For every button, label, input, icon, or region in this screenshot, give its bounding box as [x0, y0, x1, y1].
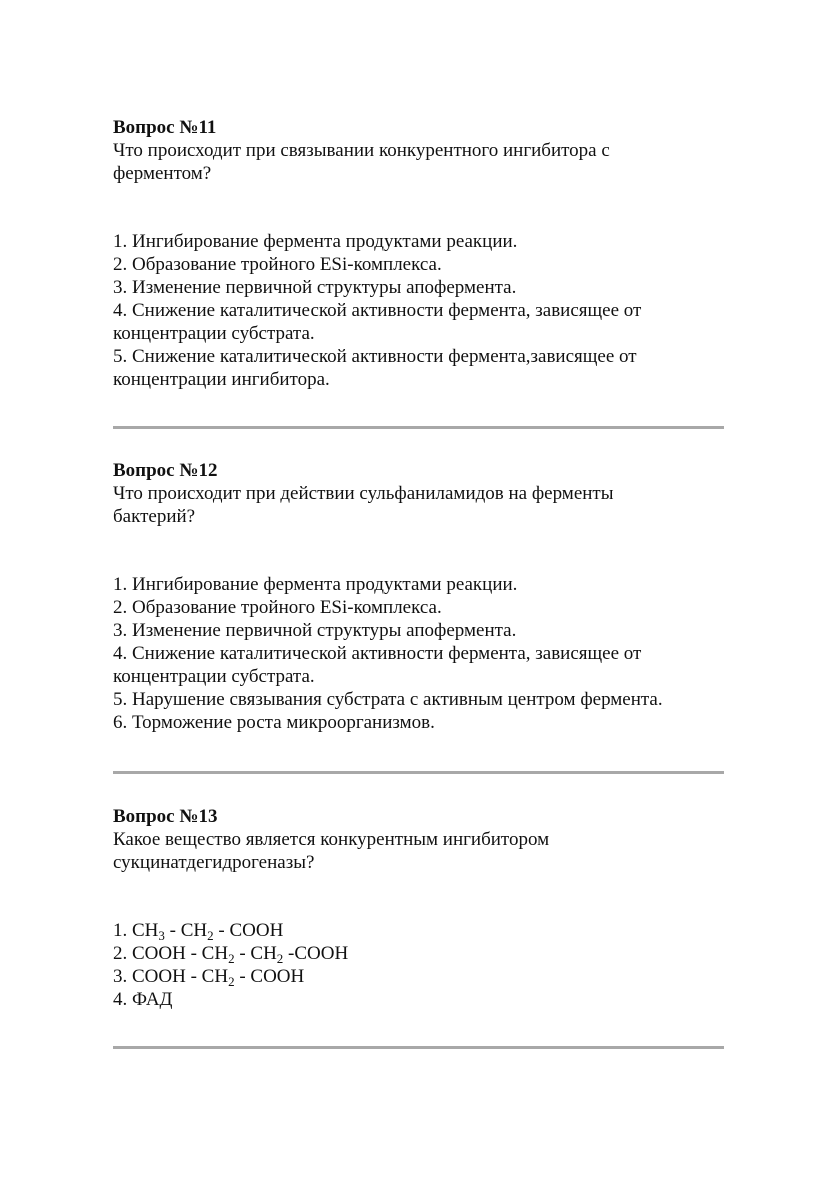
answer-options — [113, 230, 678, 391]
question-title: Вопрос №12 — [113, 460, 218, 481]
answer-option: 1. Ингибирование фермента продуктами реакции. — [113, 231, 518, 252]
formula-option: 1. $CH_3 - CH_2$ - COOH — [113, 920, 284, 943]
answer-option: 5. Снижение каталитической активности фермента,зависящее от концентрации ингибитора. — [113, 346, 637, 390]
question-text: Что происходит при связывании конкурентного ингибитора с ферментом? — [113, 140, 610, 184]
section-divider — [113, 426, 724, 429]
section-divider — [113, 771, 724, 774]
question-12 — [113, 459, 733, 734]
question-title: Вопрос №11 — [113, 117, 217, 138]
answer-option: 2. Образование тройного ESi-комплекса. — [113, 597, 442, 618]
answer-option: 3. Изменение первичной структуры апофермента. — [113, 277, 517, 298]
answer-option: 4. Снижение каталитической активности фермента, зависящее от концентрации субстрата. — [113, 300, 642, 344]
answer-options — [113, 573, 733, 734]
question-11 — [113, 116, 678, 391]
question-title: Вопрос №13 — [113, 806, 218, 827]
question-text: Что происходит при действии сульфаниламидов на ферменты бактерий? — [113, 483, 614, 527]
answer-options — [113, 919, 593, 1011]
section-divider — [113, 1046, 724, 1049]
formula-option: 3. COOH - $CH_2$ - COOH — [113, 966, 305, 989]
answer-option: 4. Снижение каталитической активности фермента, зависящее от концентрации субстрата. — [113, 643, 642, 687]
answer-option: 6. Торможение роста микроорганизмов. — [113, 712, 435, 733]
answer-option: 5. Нарушение связывания субстрата с активным центром фермента. — [113, 689, 663, 710]
question-text: Какое вещество является конкурентным ингибитором сукцинатдегидрогеназы? — [113, 829, 550, 873]
answer-option: 3. Изменение первичной структуры апофермента. — [113, 620, 517, 641]
question-13 — [113, 805, 593, 1011]
formula-option: 2. COOH - $CH_2 - CH_2$ -COOH — [113, 943, 349, 966]
formula-option: 4. ФАД — [113, 989, 173, 1010]
answer-option: 2. Образование тройного ESi-комплекса. — [113, 254, 442, 275]
answer-option: 1. Ингибирование фермента продуктами реакции. — [113, 574, 518, 595]
